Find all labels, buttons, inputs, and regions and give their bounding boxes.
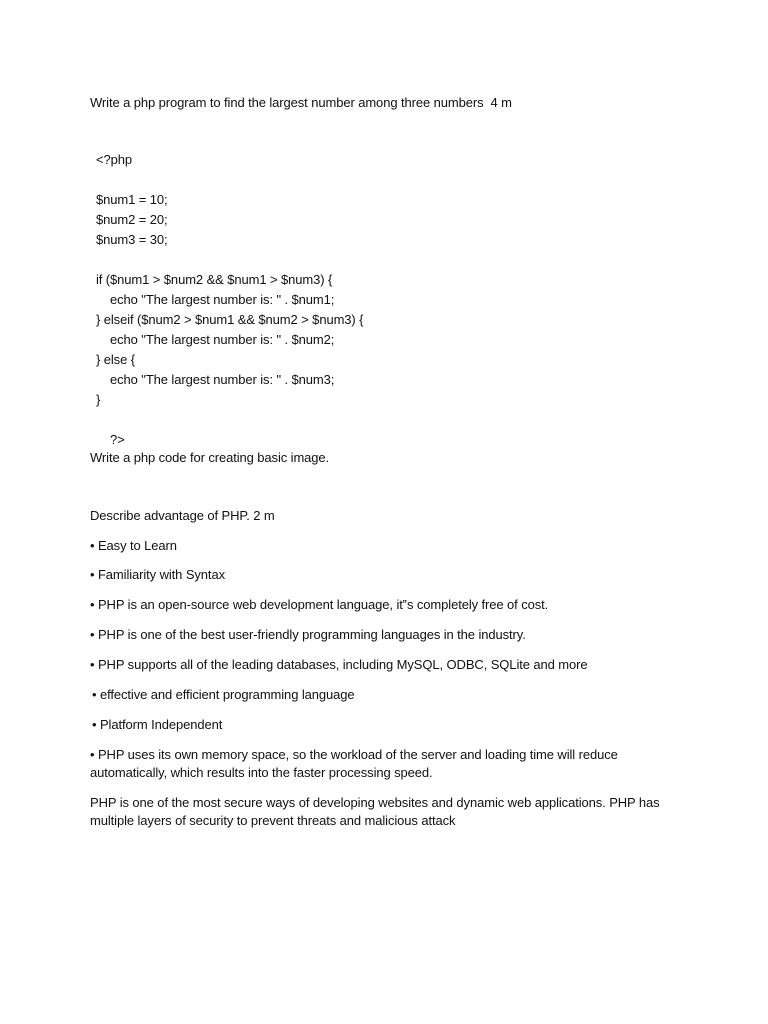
code-line-close-brace: }: [96, 392, 101, 407]
code-line-close-tag: ?>: [110, 432, 125, 447]
code-line-echo-2: echo "The largest number is: " . $num2;: [110, 332, 335, 347]
code-line-elseif: } elseif ($num2 > $num1 && $num2 > $num3) {: [96, 312, 364, 327]
advantage-item: • PHP supports all of the leading databases, including MySQL, ODBC, SQLite and more: [90, 657, 588, 672]
advantage-item: • Platform Independent: [92, 717, 223, 732]
question-1: Write a php program to find the largest number among three numbers 4 m: [90, 95, 512, 110]
question-2: Write a php code for creating basic image.: [90, 450, 330, 465]
code-line-else: } else {: [96, 352, 135, 367]
code-line-num1: $num1 = 10;: [96, 192, 168, 207]
question-3: Describe advantage of PHP. 2 m: [90, 508, 275, 523]
advantage-item: • PHP uses its own memory space, so the workload of the server and loading time will reduce automatically, which results into the faster processing speed.: [90, 747, 618, 780]
code-line-echo-3: echo "The largest number is: " . $num3;: [110, 372, 335, 387]
advantage-item: • effective and efficient programming language: [92, 687, 355, 702]
code-line-if: if ($num1 > $num2 && $num1 > $num3) {: [96, 272, 333, 287]
code-line-open-tag: <?php: [96, 152, 133, 167]
advantage-item: • Familiarity with Syntax: [90, 567, 225, 582]
advantage-item: • PHP is an open-source web development language, it‟s completely free of cost.: [90, 597, 549, 612]
code-line-echo-1: echo "The largest number is: " . $num1;: [110, 292, 335, 307]
code-line-num2: $num2 = 20;: [96, 212, 168, 227]
code-line-num3: $num3 = 30;: [96, 232, 168, 247]
advantage-item: • Easy to Learn: [90, 538, 177, 553]
advantage-item: • PHP is one of the best user-friendly programming languages in the industry.: [90, 627, 526, 642]
advantage-paragraph: PHP is one of the most secure ways of developing websites and dynamic web applications. PHP has multiple layers of security to prevent threats and malicious attack: [90, 795, 660, 828]
